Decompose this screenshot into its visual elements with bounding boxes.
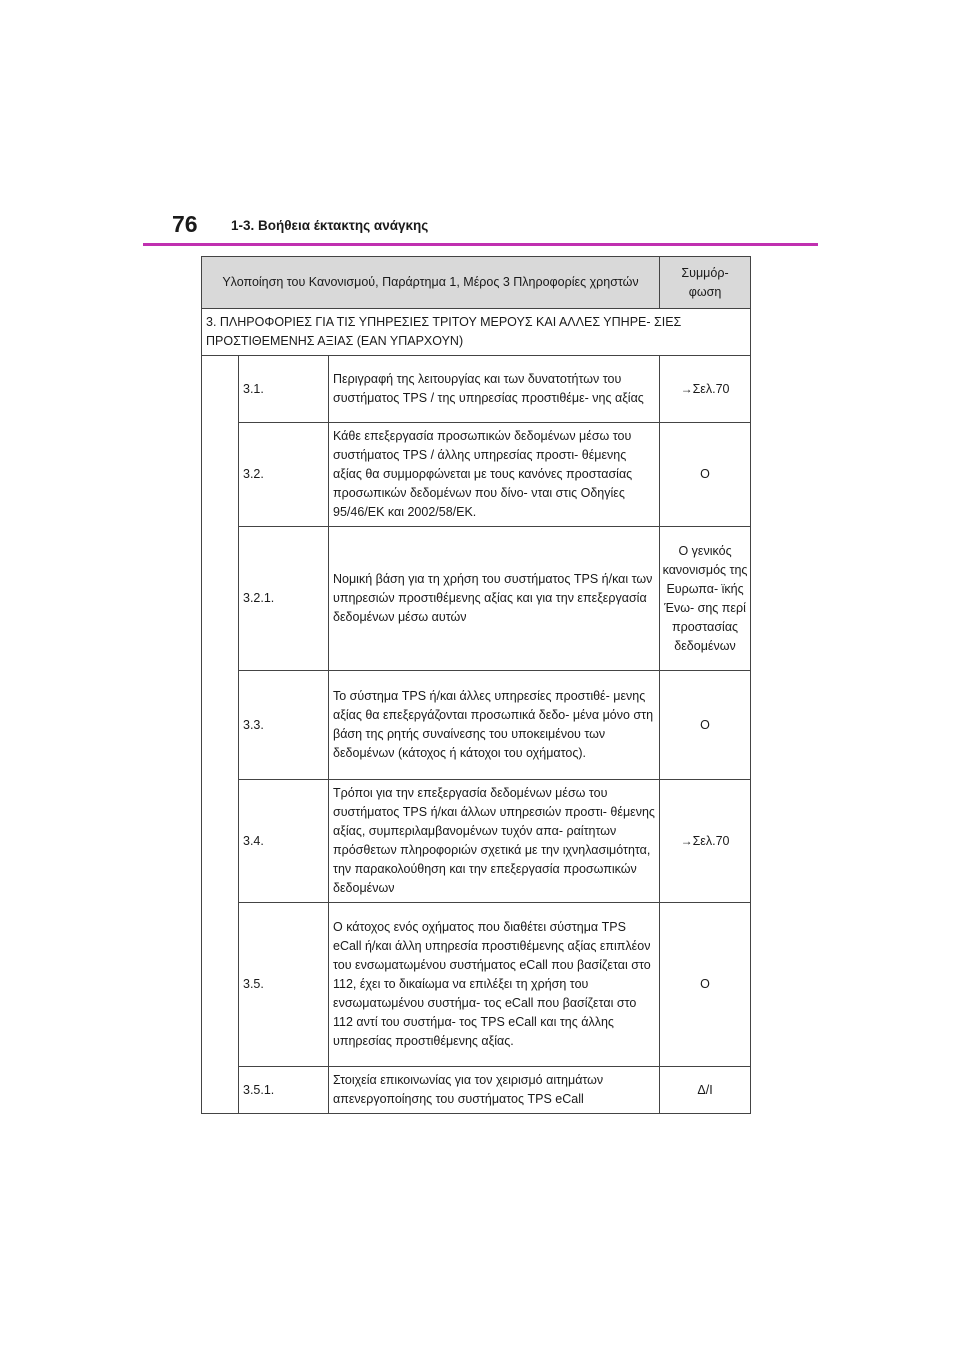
header-compliance: Συμμόρ- φωση bbox=[660, 257, 751, 309]
row-description: Στοιχεία επικοινωνίας για τον χειρισμό αιτημάτων απενεργοποίησης του συστήματος TPS eCall bbox=[329, 1067, 660, 1114]
row-compliance bbox=[660, 356, 751, 423]
row-number: 3.2. bbox=[239, 423, 329, 527]
compliance-value: Δ/Ι bbox=[697, 1082, 713, 1097]
arrow-right-icon: → bbox=[680, 381, 693, 396]
section-heading-row bbox=[202, 309, 751, 356]
section-title: 1-3. Βοήθεια έκτακτης ανάγκης bbox=[231, 218, 429, 233]
row-number: 3.5.1. bbox=[239, 1067, 329, 1114]
row-compliance bbox=[660, 423, 751, 527]
page-reference: Σελ.70 bbox=[692, 833, 730, 848]
row-compliance bbox=[660, 1067, 751, 1114]
row-number: 3.3. bbox=[239, 671, 329, 780]
compliance-value: Ο γενικός κανονισμός της Ευρωπα- ϊκής Ένω- σης περί προστασίας δεδομένων bbox=[662, 543, 748, 653]
table-row bbox=[202, 1067, 751, 1114]
compliance-value: O bbox=[700, 977, 710, 991]
header-implementation: Υλοποίηση του Κανονισμού, Παράρτημα 1, Μέρος 3 Πληροφορίες χρηστών bbox=[202, 257, 660, 309]
row-compliance bbox=[660, 903, 751, 1067]
table-header-row bbox=[202, 257, 751, 309]
page-number: 76 bbox=[172, 211, 198, 237]
table-row bbox=[202, 671, 751, 780]
indent-cell bbox=[202, 356, 239, 1114]
row-number: 3.1. bbox=[239, 356, 329, 423]
compliance-value: O bbox=[700, 717, 710, 732]
row-description: Κάθε επεξεργασία προσωπικών δεδομένων μέσω του συστήματος TPS / άλλης υπηρεσίας προστι- θέμενης αξίας θα συμμορφώνεται με τους κανόνες προστασίας προσωπικών δεδομένων που δίνο- νται στις Οδηγίες 95/46/ΕΚ και 2002/58/ΕΚ. bbox=[329, 423, 660, 527]
section-heading: 3. ΠΛΗΡΟΦΟΡΙΕΣ ΓΙΑ ΤΙΣ ΥΠΗΡΕΣΙΕΣ ΤΡΙΤΟΥ ΜΕΡΟΥΣ ΚΑΙ ΑΛΛΕΣ ΥΠΗΡΕ- ΣΙΕΣ ΠΡΟΣΤΙΘΕΜΕΝΗΣ ΑΞΙΑΣ (ΕΑΝ ΥΠΑΡΧΟΥΝ) bbox=[202, 309, 751, 356]
row-compliance bbox=[660, 671, 751, 780]
row-compliance bbox=[660, 780, 751, 903]
row-number: 3.2.1. bbox=[239, 527, 329, 671]
compliance-value: O bbox=[700, 467, 710, 481]
table-row bbox=[202, 780, 751, 903]
arrow-right-icon: → bbox=[680, 833, 693, 848]
table-row bbox=[202, 527, 751, 671]
row-number: 3.5. bbox=[239, 903, 329, 1067]
regulation-table bbox=[201, 256, 751, 1114]
row-compliance bbox=[660, 527, 751, 671]
row-description: Τρόποι για την επεξεργασία δεδομένων μέσω του συστήματος TPS ή/και άλλων υπηρεσιών προστι- θέμενης αξίας, συμπεριλαμβανομένων τυχόν απα- ραίτητων πρόσθετων πληροφοριών σχετικά με την ιχνηλασιμότητα, την παρακολούθηση και την επεξεργασία προσωπικών δεδομένων bbox=[329, 780, 660, 903]
table-row bbox=[202, 423, 751, 527]
row-description: Ο κάτοχος ενός οχήματος που διαθέτει σύστημα TPS eCall ή/και άλλη υπηρεσία προστιθέμενης αξίας επιπλέον του ενσωματωμένου συστήματος eCall που βασίζεται στο 112, έχει το δικαίωμα να επιλέξει τη χρήση του ενσωματωμένου συστήμα- τος eCall που βασίζεται στο 112 αντί του συστήμα- τος TPS eCall και της άλλης υπηρεσίας προστιθέμενης αξίας. bbox=[329, 903, 660, 1067]
row-number: 3.4. bbox=[239, 780, 329, 903]
header-divider bbox=[143, 243, 818, 246]
table-row bbox=[202, 356, 751, 423]
page-reference: Σελ.70 bbox=[692, 381, 730, 396]
row-description: Το σύστημα TPS ή/και άλλες υπηρεσίες προστιθέ- μενης αξίας θα επεξεργάζονται προσωπικά δεδο- μένα μόνο στη βάση της ρητής συναίνεσης του υποκειμένου των δεδομένων (κάτοχος ή κάτοχοι του οχήματος). bbox=[329, 671, 660, 780]
row-description: Περιγραφή της λειτουργίας και των δυνατοτήτων του συστήματος TPS / της υπηρεσίας προστιθέμε- νης αξίας bbox=[329, 356, 660, 423]
table-row bbox=[202, 903, 751, 1067]
row-description: Νομική βάση για τη χρήση του συστήματος TPS ή/και των υπηρεσιών προστιθέμενης αξίας και για την επεξεργασία δεδομένων μέσω αυτών bbox=[329, 527, 660, 671]
